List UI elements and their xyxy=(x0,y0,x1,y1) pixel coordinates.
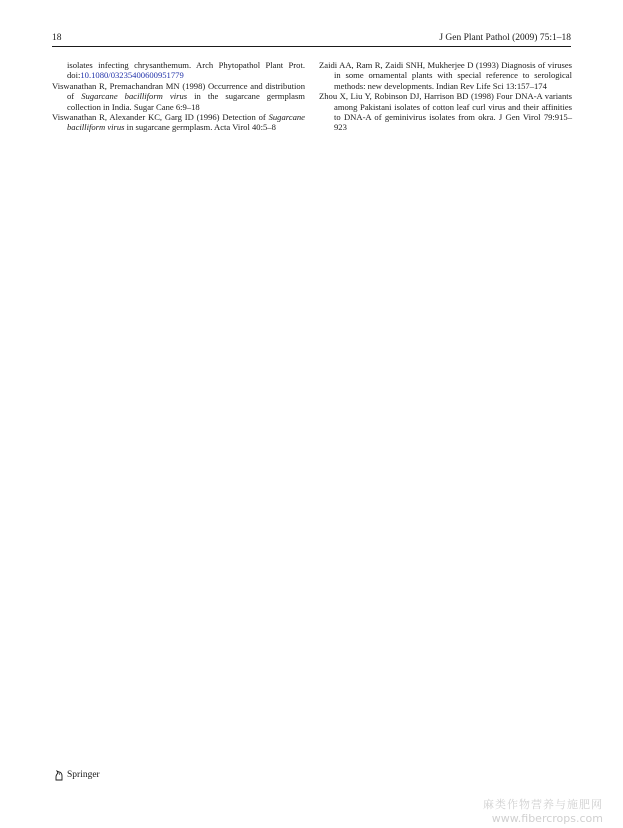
page-number: 18 xyxy=(52,33,62,43)
reference-entry: Zaidi AA, Ram R, Zaidi SNH, Mukherjee D (1993) Diagnosis of viruses in some ornamental plants with special reference to serological methods: new developments. Indian Rev Life Sci 13:157–174 xyxy=(319,60,572,91)
left-column xyxy=(52,60,305,133)
doi-link[interactable]: 10.1080/03235400600951779 xyxy=(80,70,184,81)
reference-text: Viswanathan R, Premachandran MN (1998) Occurrence and distribution of xyxy=(52,80,305,102)
running-head: J Gen Plant Pathol (2009) 75:1–18 xyxy=(439,33,571,43)
reference-continuation xyxy=(52,60,305,81)
species-name: Sugarcane bacilliform virus xyxy=(67,112,305,133)
header-rule xyxy=(52,46,571,47)
springer-logo xyxy=(53,769,100,781)
reference-text: in the sugarcane germplasm collection in India. Sugar Cane 6:9–18 xyxy=(67,91,305,112)
reference-entry: Zhou X, Liu Y, Robinson DJ, Harrison BD (1998) Four DNA-A variants among Pakistani isolates of cotton leaf curl virus and their affinities to DNA-A of geminivirus isolates from okra. J Gen Virol 79:915–923 xyxy=(319,91,572,133)
reference-text: Viswanathan R, Alexander KC, Garg ID (1996) Detection of xyxy=(52,112,269,123)
reference-entry xyxy=(52,81,305,112)
reference-text: isolates infecting chrysanthemum. Arch Phytopathol Plant Prot. doi: xyxy=(67,60,305,81)
publisher-name: Springer xyxy=(67,770,100,780)
watermark-url: www.fibercrops.com xyxy=(491,812,603,825)
reference-text: in sugarcane germplasm. Acta Virol 40:5–8 xyxy=(124,122,276,133)
species-name: Sugarcane bacilliform virus xyxy=(81,91,188,102)
reference-entry xyxy=(52,112,305,133)
watermark-site-name: 麻类作物营养与施肥网 xyxy=(483,798,603,811)
right-column xyxy=(319,60,572,133)
springer-knight-icon xyxy=(53,769,65,781)
watermark xyxy=(483,796,603,825)
